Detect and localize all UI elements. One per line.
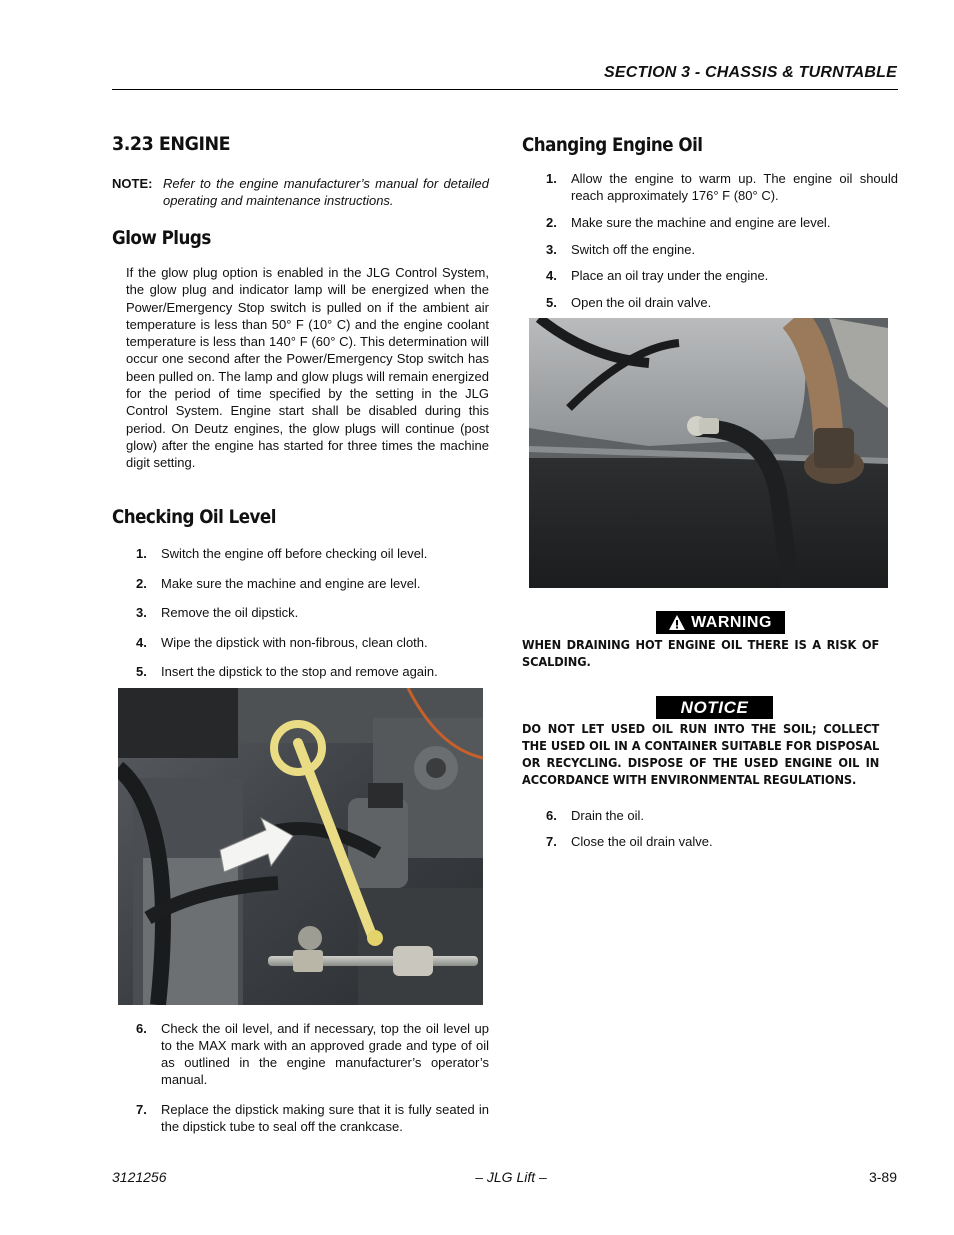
step-text: Insert the dipstick to the stop and remove again. — [161, 664, 438, 679]
step-number: 6. — [546, 808, 557, 823]
notice-text: DO NOT LET USED OIL RUN INTO THE SOIL; COLLECT THE USED OIL IN A CONTAINER SUITABLE FOR DISPOSAL OR RECYCLING. DISPOSE OF THE USED ENGINE OIL IN ACCORDANCE WITH ENVIRONMENTAL REGULATIONS. — [522, 722, 880, 787]
step-text: Replace the dipstick making sure that it is fully seated in the dipstick tube to seal off the crankcase. — [161, 1102, 489, 1134]
glow-plugs-body: If the glow plug option is enabled in the JLG Control System, the glow plug and indicator lamp will be energized when the Power/Emergency Stop switch is pulled on if the ambient air temperature is less than 50° F (10° C) and the engine coolant temperature is less than 140° F (60° C). This determination will occur one second after the Power/Emergency Stop switch has been pulled on. The lamp and glow plugs will remain energized for the period of time specified by the setting in the JLG Control System. Engine start shall be disabled during this period. On Deutz engines, the glow plugs will continue (post glow) after the engine has started for three times the machine digit setting. — [126, 265, 489, 471]
step-number: 5. — [136, 664, 147, 679]
step-number: 1. — [546, 171, 557, 186]
changing-oil-heading: Changing Engine Oil — [522, 134, 703, 156]
note-label: NOTE: — [112, 176, 153, 191]
step-text: Close the oil drain valve. — [571, 834, 713, 849]
warning-text: WHEN DRAINING HOT ENGINE OIL THERE IS A RISK OF SCALDING. — [522, 638, 880, 669]
step-text: Switch the engine off before checking oil level. — [161, 546, 428, 561]
step-number: 7. — [546, 834, 557, 849]
step-number: 5. — [546, 295, 557, 310]
step-text: Switch off the engine. — [571, 242, 696, 257]
step-text: Wipe the dipstick with non-fibrous, clean cloth. — [161, 635, 428, 650]
header-rule — [112, 89, 898, 90]
footer-center: – JLG Lift – — [475, 1169, 547, 1185]
footer-doc-number: 3121256 — [112, 1169, 167, 1185]
warning-label: WARNING — [691, 613, 772, 631]
step-text: Remove the oil dipstick. — [161, 605, 299, 620]
footer-page-number: 3-89 — [868, 1169, 897, 1185]
step-number: 7. — [136, 1102, 147, 1117]
section-heading: 3.23 ENGINE — [112, 133, 231, 155]
step-text: Allow the engine to warm up. The engine oil should reach approximately 176° F (80° C). — [571, 171, 898, 203]
step-text: Make sure the machine and engine are level. — [571, 215, 831, 230]
step-number: 4. — [546, 268, 557, 283]
step-text: Make sure the machine and engine are level. — [161, 576, 421, 591]
step-number: 1. — [136, 546, 147, 561]
step-text: Place an oil tray under the engine. — [571, 268, 769, 283]
step-number: 2. — [136, 576, 147, 591]
notice-badge — [656, 696, 773, 719]
drain-valve-photo — [529, 318, 888, 588]
step-number: 6. — [136, 1021, 147, 1036]
note-text: Refer to the engine manufacturer’s manual for detailed operating and maintenance instructions. — [163, 176, 489, 208]
step-text: Drain the oil. — [571, 808, 644, 823]
section-header-title: SECTION 3 - CHASSIS & TURNTABLE — [603, 64, 897, 81]
step-text: Open the oil drain valve. — [571, 295, 712, 310]
step-number: 2. — [546, 215, 557, 230]
dipstick-photo — [118, 688, 483, 1005]
step-text: Check the oil level, and if necessary, top the oil level up to the MAX mark with an approved grade and type of oil as outlined in the engine manufacturer’s operator’s manual. — [161, 1021, 489, 1087]
notice-label: NOTICE — [680, 697, 749, 717]
step-number: 3. — [546, 242, 557, 257]
glow-plugs-heading: Glow Plugs — [112, 227, 211, 249]
step-number: 3. — [136, 605, 147, 620]
warning-badge — [656, 611, 785, 634]
warning-triangle-icon — [669, 615, 685, 630]
checking-oil-heading: Checking Oil Level — [112, 506, 276, 528]
step-number: 4. — [136, 635, 147, 650]
